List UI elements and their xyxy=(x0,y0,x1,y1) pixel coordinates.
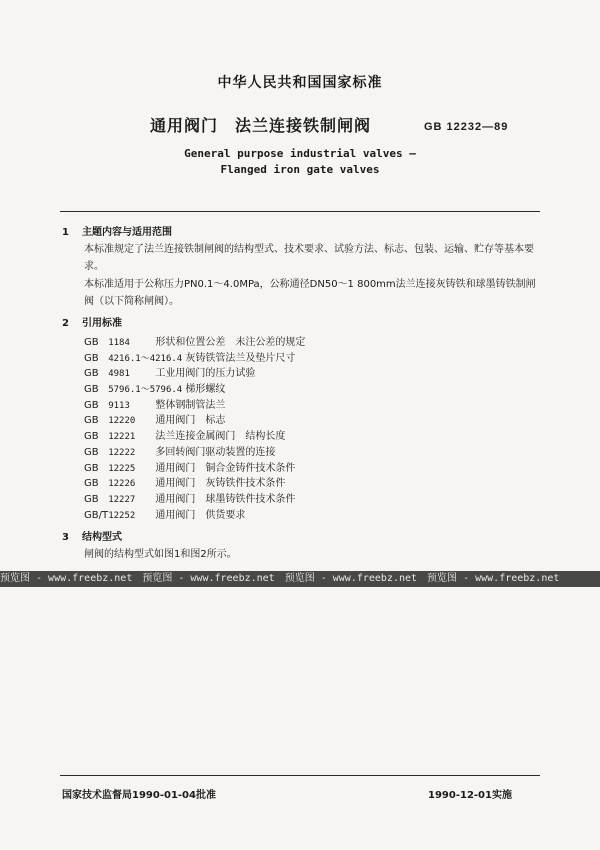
english-title-line1: General purpose industrial valves — xyxy=(184,147,416,160)
reference-item xyxy=(84,413,305,429)
section-title: 主题内容与适用范围 xyxy=(82,227,172,238)
reference-item xyxy=(84,335,305,351)
section-3-heading xyxy=(62,528,122,543)
section-1-paragraph-1: 本标准规定了法兰连接铁制闸阀的结构型式、技术要求、试验方法、标志、包装、运输、贮存等基本要求。 xyxy=(84,244,534,272)
section-title: 结构型式 xyxy=(82,532,122,543)
reference-title: 通用阀门 铜合金铸件技术条件 xyxy=(155,462,296,474)
reference-number: 4981 xyxy=(108,369,130,380)
reference-item xyxy=(84,429,305,445)
reference-prefix: GB xyxy=(84,368,99,380)
reference-prefix: GB xyxy=(84,462,99,474)
section-1-paragraph-2: 本标准适用于公称压力PN0.1～4.0MPa，公称通径DN50～1 800mm法兰连接灰铸铁和球墨铸铁制闸阀（以下简称闸阀）。 xyxy=(84,279,536,307)
reference-item xyxy=(84,461,305,477)
document-title: 通用阀门 法兰连接铁制闸阀 xyxy=(150,116,372,135)
reference-number: 12225 xyxy=(108,463,136,474)
reference-number: 12221 xyxy=(108,432,136,443)
reference-number: 9113 xyxy=(108,400,130,411)
reference-prefix: GB xyxy=(84,415,99,427)
reference-number: 12220 xyxy=(108,416,136,427)
reference-prefix: GB xyxy=(84,384,99,396)
section-2-heading xyxy=(62,314,122,329)
reference-title: 工业用阀门的压力试验 xyxy=(155,368,256,380)
section-1-body-2 xyxy=(84,276,544,310)
reference-title: 形状和位置公差 未注公差的规定 xyxy=(155,337,306,348)
reference-prefix: GB xyxy=(84,352,99,364)
reference-title: 灰铸铁管法兰及垫片尺寸 xyxy=(185,352,296,364)
reference-number: 5796.1～5796.4 xyxy=(108,385,183,396)
standard-number: GB 12232—89 xyxy=(424,121,509,133)
reference-number: 12252 xyxy=(108,510,136,521)
reference-number: 12227 xyxy=(108,494,136,505)
header-divider xyxy=(60,211,540,212)
reference-prefix: GB xyxy=(84,337,99,348)
reference-item xyxy=(84,351,305,367)
section-number: 2 xyxy=(62,318,69,329)
reference-prefix: GB xyxy=(84,493,99,505)
reference-title: 梯形螺纹 xyxy=(185,384,226,396)
reference-item xyxy=(84,445,305,461)
section-title: 引用标准 xyxy=(82,318,122,329)
footer-divider xyxy=(60,775,540,776)
reference-prefix: GB/T xyxy=(84,509,109,521)
reference-number: 12226 xyxy=(108,479,136,490)
reference-number: 1184 xyxy=(108,338,130,348)
reference-title: 多回转阀门驱动装置的连接 xyxy=(155,446,276,458)
reference-title: 整体钢制管法兰 xyxy=(155,399,226,411)
section-1-heading xyxy=(62,223,172,238)
reference-item xyxy=(84,382,305,398)
section-3-paragraph-1: 闸阀的结构型式如图1和图2所示。 xyxy=(84,549,237,560)
reference-item xyxy=(84,366,305,382)
english-title xyxy=(0,146,600,178)
section-number: 1 xyxy=(62,227,69,238)
reference-prefix: GB xyxy=(84,399,99,411)
reference-title: 通用阀门 供货要求 xyxy=(155,509,246,521)
reference-prefix: GB xyxy=(84,431,99,443)
reference-item xyxy=(84,398,305,414)
effective-date: 1990-12-01实施 xyxy=(428,790,512,801)
reference-item xyxy=(84,492,305,508)
reference-list xyxy=(84,335,305,523)
approval-date: 国家技术监督局1990-01-04批准 xyxy=(62,790,216,801)
reference-number: 4216.1～4216.4 xyxy=(108,353,183,364)
reference-title: 通用阀门 球墨铸铁件技术条件 xyxy=(155,493,296,505)
national-standard-heading: 中华人民共和国国家标准 xyxy=(217,75,383,91)
reference-title: 通用阀门 标志 xyxy=(155,415,226,427)
reference-prefix: GB xyxy=(84,478,99,490)
section-3-body xyxy=(84,546,544,563)
reference-number: 12222 xyxy=(108,447,136,458)
section-1-body xyxy=(84,241,544,275)
section-number: 3 xyxy=(62,532,69,543)
reference-title: 法兰连接金属阀门 结构长度 xyxy=(155,431,286,443)
english-title-line2: Flanged iron gate valves xyxy=(220,163,380,176)
watermark-banner: 预览图 - www.freebz.net 预览图 - www.freebz.net 预览图 - www.freebz.net 预览图 - www.freebz.net xyxy=(0,571,600,587)
reference-prefix: GB xyxy=(84,446,99,458)
reference-title: 通用阀门 灰铸铁件技术条件 xyxy=(155,478,286,490)
reference-item xyxy=(84,476,305,492)
reference-item xyxy=(84,508,305,524)
